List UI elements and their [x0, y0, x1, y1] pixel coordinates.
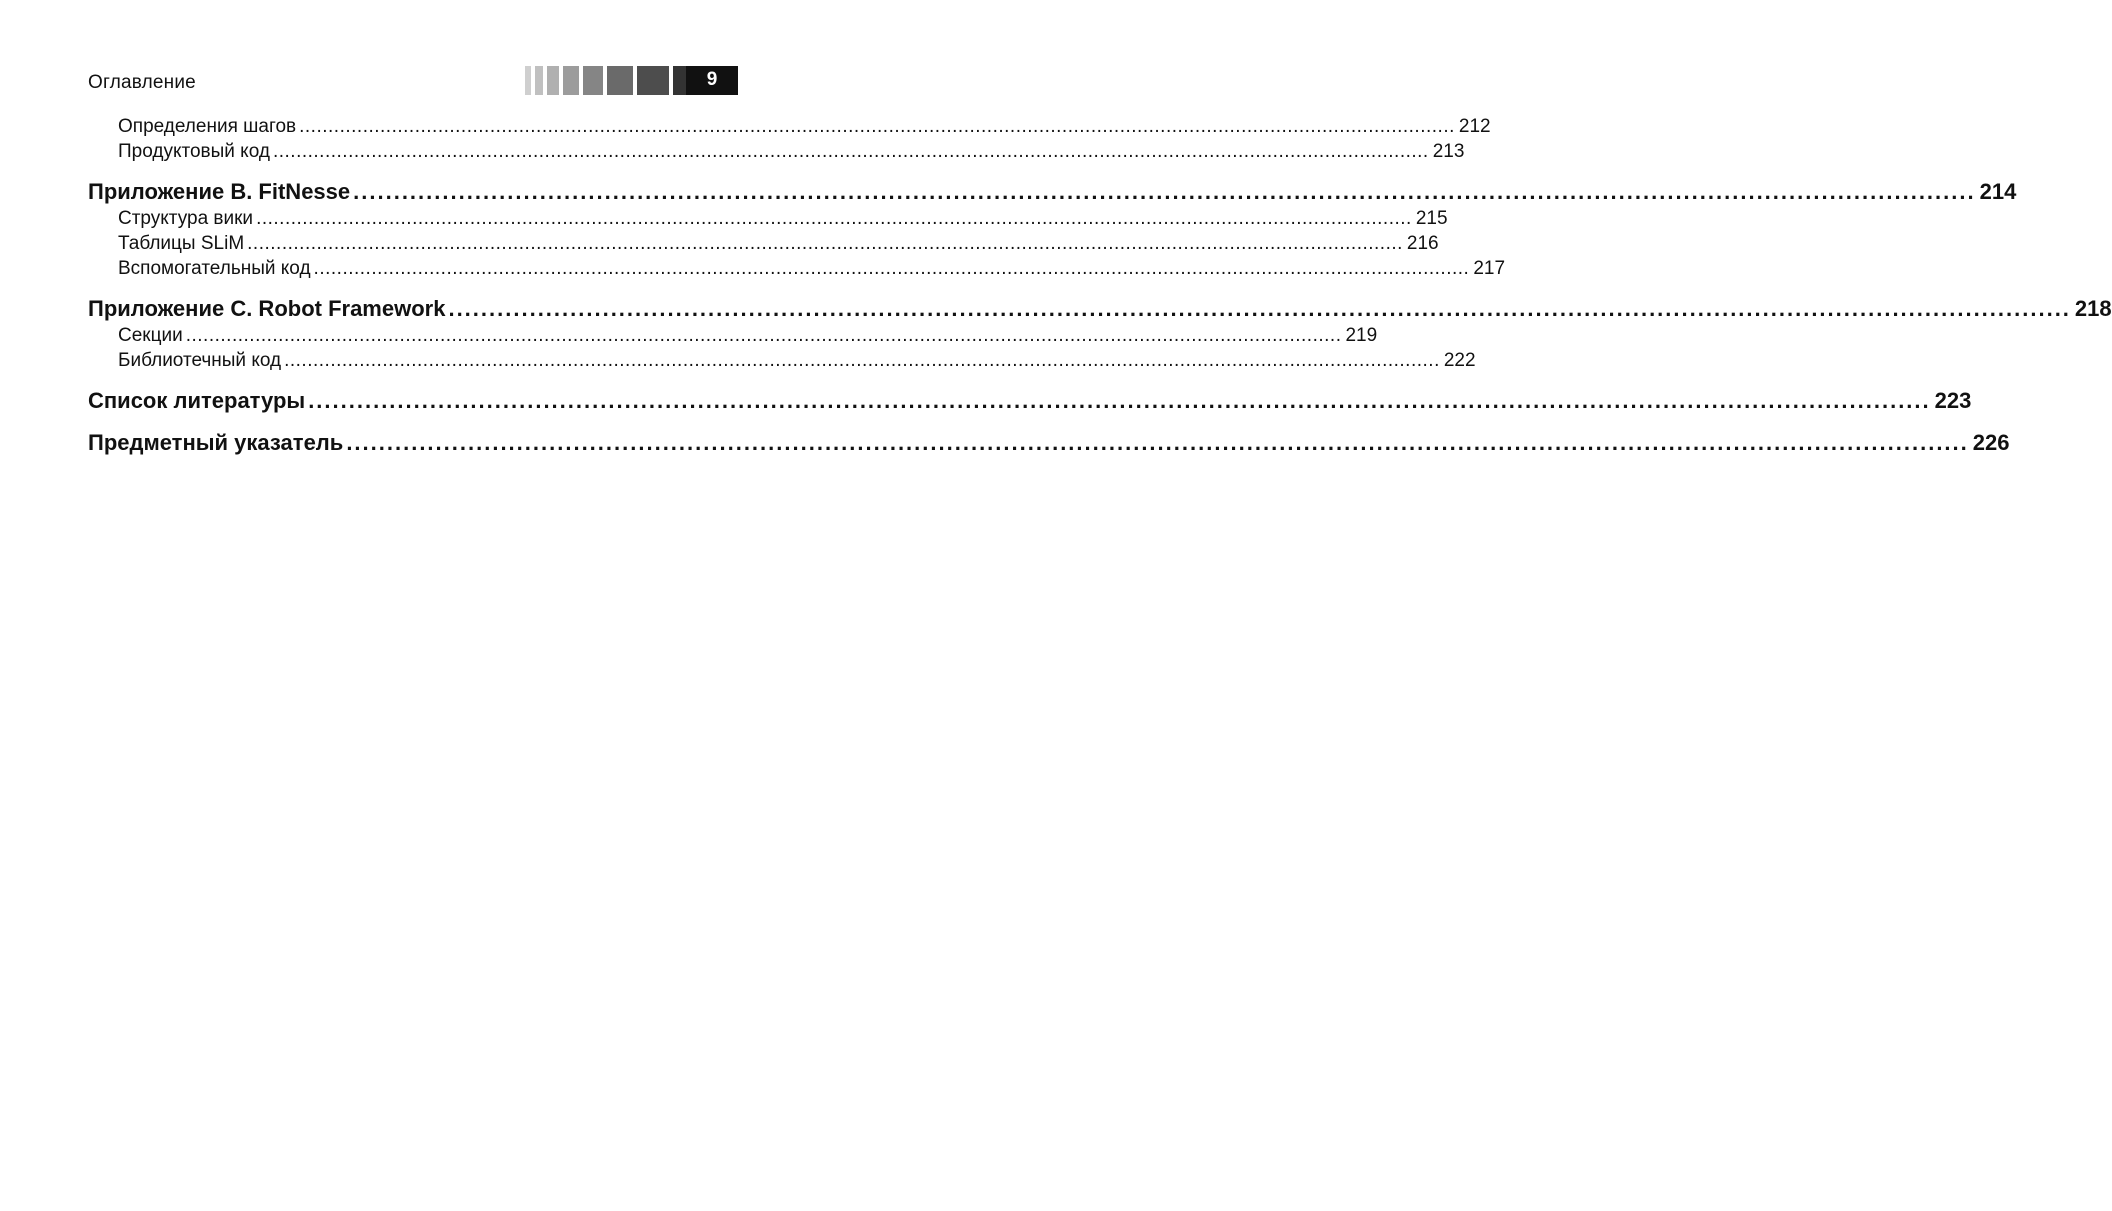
page-header	[88, 66, 738, 96]
toc-chapter-entry	[88, 177, 2017, 206]
toc-section-entry	[88, 323, 1378, 348]
toc-entry-title: Продуктовый код	[118, 141, 270, 162]
toc-dot-leader: ........................................................................................................................................................................................................	[185, 325, 1342, 346]
toc-spacer	[88, 415, 738, 428]
toc-entry-page: 217	[1473, 258, 1506, 279]
toc-dot-leader: ........................................................................................................................................................................................................	[448, 296, 2071, 321]
toc-entry-title: Приложение B. FitNesse	[88, 179, 351, 204]
toc-dot-leader: ........................................................................................................................................................................................................	[308, 388, 1931, 413]
table-of-contents	[88, 114, 2112, 457]
bar-segment	[637, 66, 669, 95]
bar-segment	[535, 66, 543, 95]
toc-entry-title: Предметный указатель	[88, 430, 344, 455]
toc-chapter-entry	[88, 428, 2010, 457]
toc-entry-title: Определения шагов	[118, 116, 297, 137]
toc-entry-page: 213	[1432, 141, 1465, 162]
toc-section-entry	[88, 114, 1491, 139]
toc-entry-title: Структура вики	[118, 208, 254, 229]
toc-dot-leader: ........................................................................................................................................................................................................	[353, 179, 1976, 204]
toc-entry-page: 215	[1415, 208, 1448, 229]
bar-segment	[563, 66, 579, 95]
toc-chapter-entry	[88, 294, 2112, 323]
toc-entry-page: 214	[1979, 179, 2017, 204]
toc-entry-title: Вспомогательный код	[118, 258, 311, 279]
bar-segment	[547, 66, 559, 95]
header-bar-strip	[525, 66, 738, 95]
toc-entry-title: Библиотечный код	[118, 350, 282, 371]
toc-entry-page: 216	[1406, 233, 1439, 254]
toc-dot-leader: ........................................................................................................................................................................................................	[346, 430, 1969, 455]
bar-segment	[525, 66, 531, 95]
toc-entry-page: 223	[1934, 388, 1972, 413]
toc-dot-leader: ........................................................................................................................................................................................................	[299, 116, 1455, 137]
toc-spacer	[88, 281, 738, 294]
toc-chapter-entry	[88, 386, 1972, 415]
bar-segment	[607, 66, 633, 95]
toc-entry-title: Приложение C. Robot Framework	[88, 296, 446, 321]
toc-dot-leader: ........................................................................................................................................................................................................	[247, 233, 1403, 254]
toc-entry-title: Список литературы	[88, 388, 306, 413]
toc-entry-page: 218	[2074, 296, 2112, 321]
toc-dot-leader: ........................................................................................................................................................................................................	[272, 141, 1429, 162]
toc-entry-title: Секции	[118, 325, 183, 346]
toc-section-entry	[88, 348, 1476, 373]
toc-entry-page: 219	[1345, 325, 1378, 346]
toc-section-entry	[88, 256, 1506, 281]
running-title: Оглавление	[88, 72, 196, 93]
toc-entry-page: 222	[1443, 350, 1476, 371]
toc-spacer	[88, 373, 738, 386]
toc-section-entry	[88, 206, 1448, 231]
page-number: 9	[686, 66, 738, 95]
toc-dot-leader: ........................................................................................................................................................................................................	[256, 208, 1412, 229]
toc-section-entry	[88, 231, 1439, 256]
toc-entry-page: 212	[1458, 116, 1491, 137]
toc-spacer	[88, 164, 738, 177]
toc-section-entry	[88, 139, 1465, 164]
bar-segment	[583, 66, 603, 95]
toc-entry-title: Таблицы SLiM	[118, 233, 245, 254]
toc-entry-page: 226	[1972, 430, 2010, 455]
toc-dot-leader: ........................................................................................................................................................................................................	[313, 258, 1470, 279]
toc-dot-leader: ........................................................................................................................................................................................................	[284, 350, 1440, 371]
